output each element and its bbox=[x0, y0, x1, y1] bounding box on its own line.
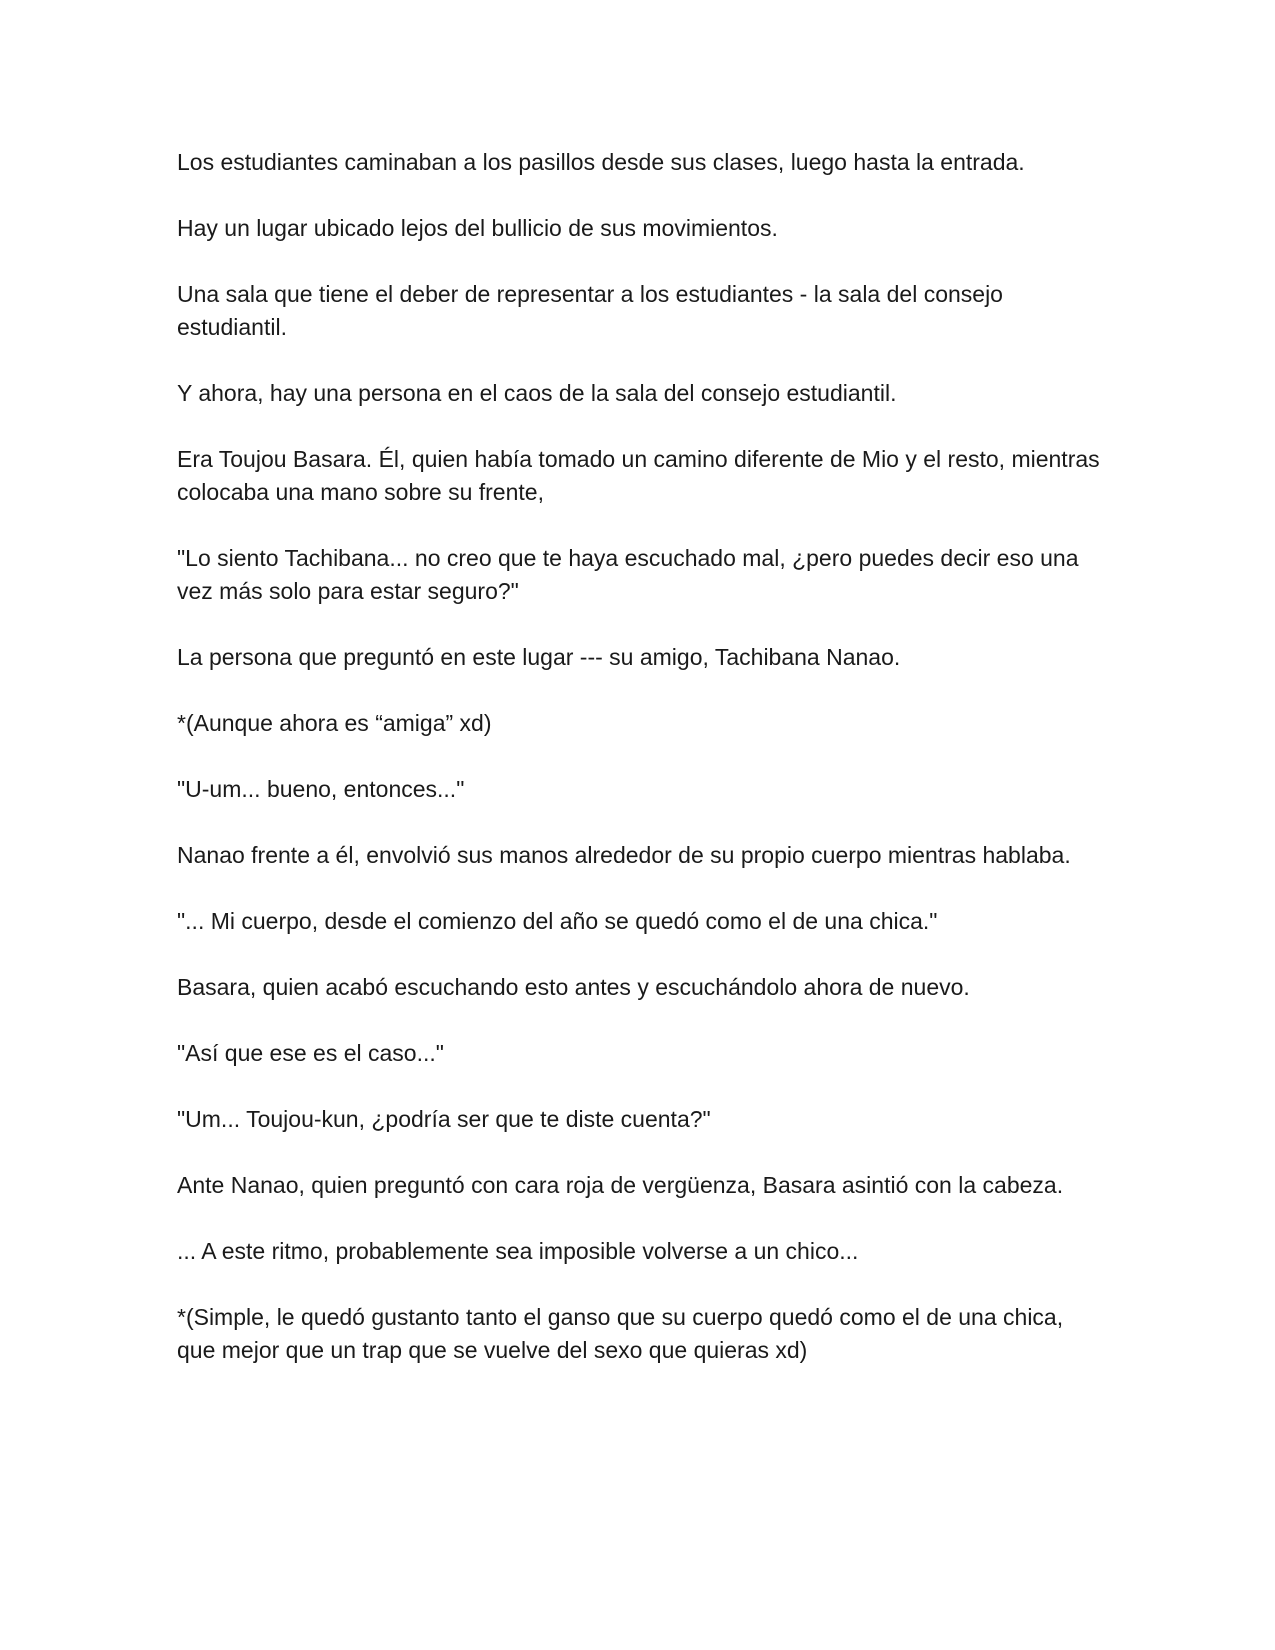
translator-note: *(Simple, le quedó gustanto tanto el ganso que su cuerpo quedó como el de una chica, que mejor que un trap que se vuelve del sexo que quieras xd) bbox=[177, 1304, 1064, 1363]
paragraph: Era Toujou Basara. Él, quien había tomado un camino diferente de Mio y el resto, mientras colocaba una mano sobre su frente, bbox=[177, 446, 1100, 505]
paragraph: Los estudiantes caminaban a los pasillos desde sus clases, luego hasta la entrada. bbox=[177, 149, 1025, 175]
translator-note: *(Aunque ahora es “amiga” xd) bbox=[177, 710, 492, 736]
document-body bbox=[177, 146, 1107, 1400]
paragraph: Una sala que tiene el deber de representar a los estudiantes - la sala del consejo estudiantil. bbox=[177, 281, 1003, 340]
paragraph: "... Mi cuerpo, desde el comienzo del año se quedó como el de una chica." bbox=[177, 908, 938, 934]
paragraph: "Um... Toujou-kun, ¿podría ser que te diste cuenta?" bbox=[177, 1106, 711, 1132]
paragraph: Hay un lugar ubicado lejos del bullicio de sus movimientos. bbox=[177, 215, 778, 241]
paragraph: Nanao frente a él, envolvió sus manos alrededor de su propio cuerpo mientras hablaba. bbox=[177, 842, 1071, 868]
paragraph: ... A este ritmo, probablemente sea imposible volverse a un chico... bbox=[177, 1238, 859, 1264]
paragraph: Ante Nanao, quien preguntó con cara roja de vergüenza, Basara asintió con la cabeza. bbox=[177, 1172, 1064, 1198]
paragraph: Basara, quien acabó escuchando esto antes y escuchándolo ahora de nuevo. bbox=[177, 974, 970, 1000]
paragraph: Y ahora, hay una persona en el caos de la sala del consejo estudiantil. bbox=[177, 380, 897, 406]
paragraph: La persona que preguntó en este lugar --- su amigo, Tachibana Nanao. bbox=[177, 644, 901, 670]
paragraph: "Así que ese es el caso..." bbox=[177, 1040, 444, 1066]
paragraph: "U-um... bueno, entonces..." bbox=[177, 776, 465, 802]
paragraph: "Lo siento Tachibana... no creo que te haya escuchado mal, ¿pero puedes decir eso una vez más solo para estar seguro?" bbox=[177, 545, 1079, 604]
